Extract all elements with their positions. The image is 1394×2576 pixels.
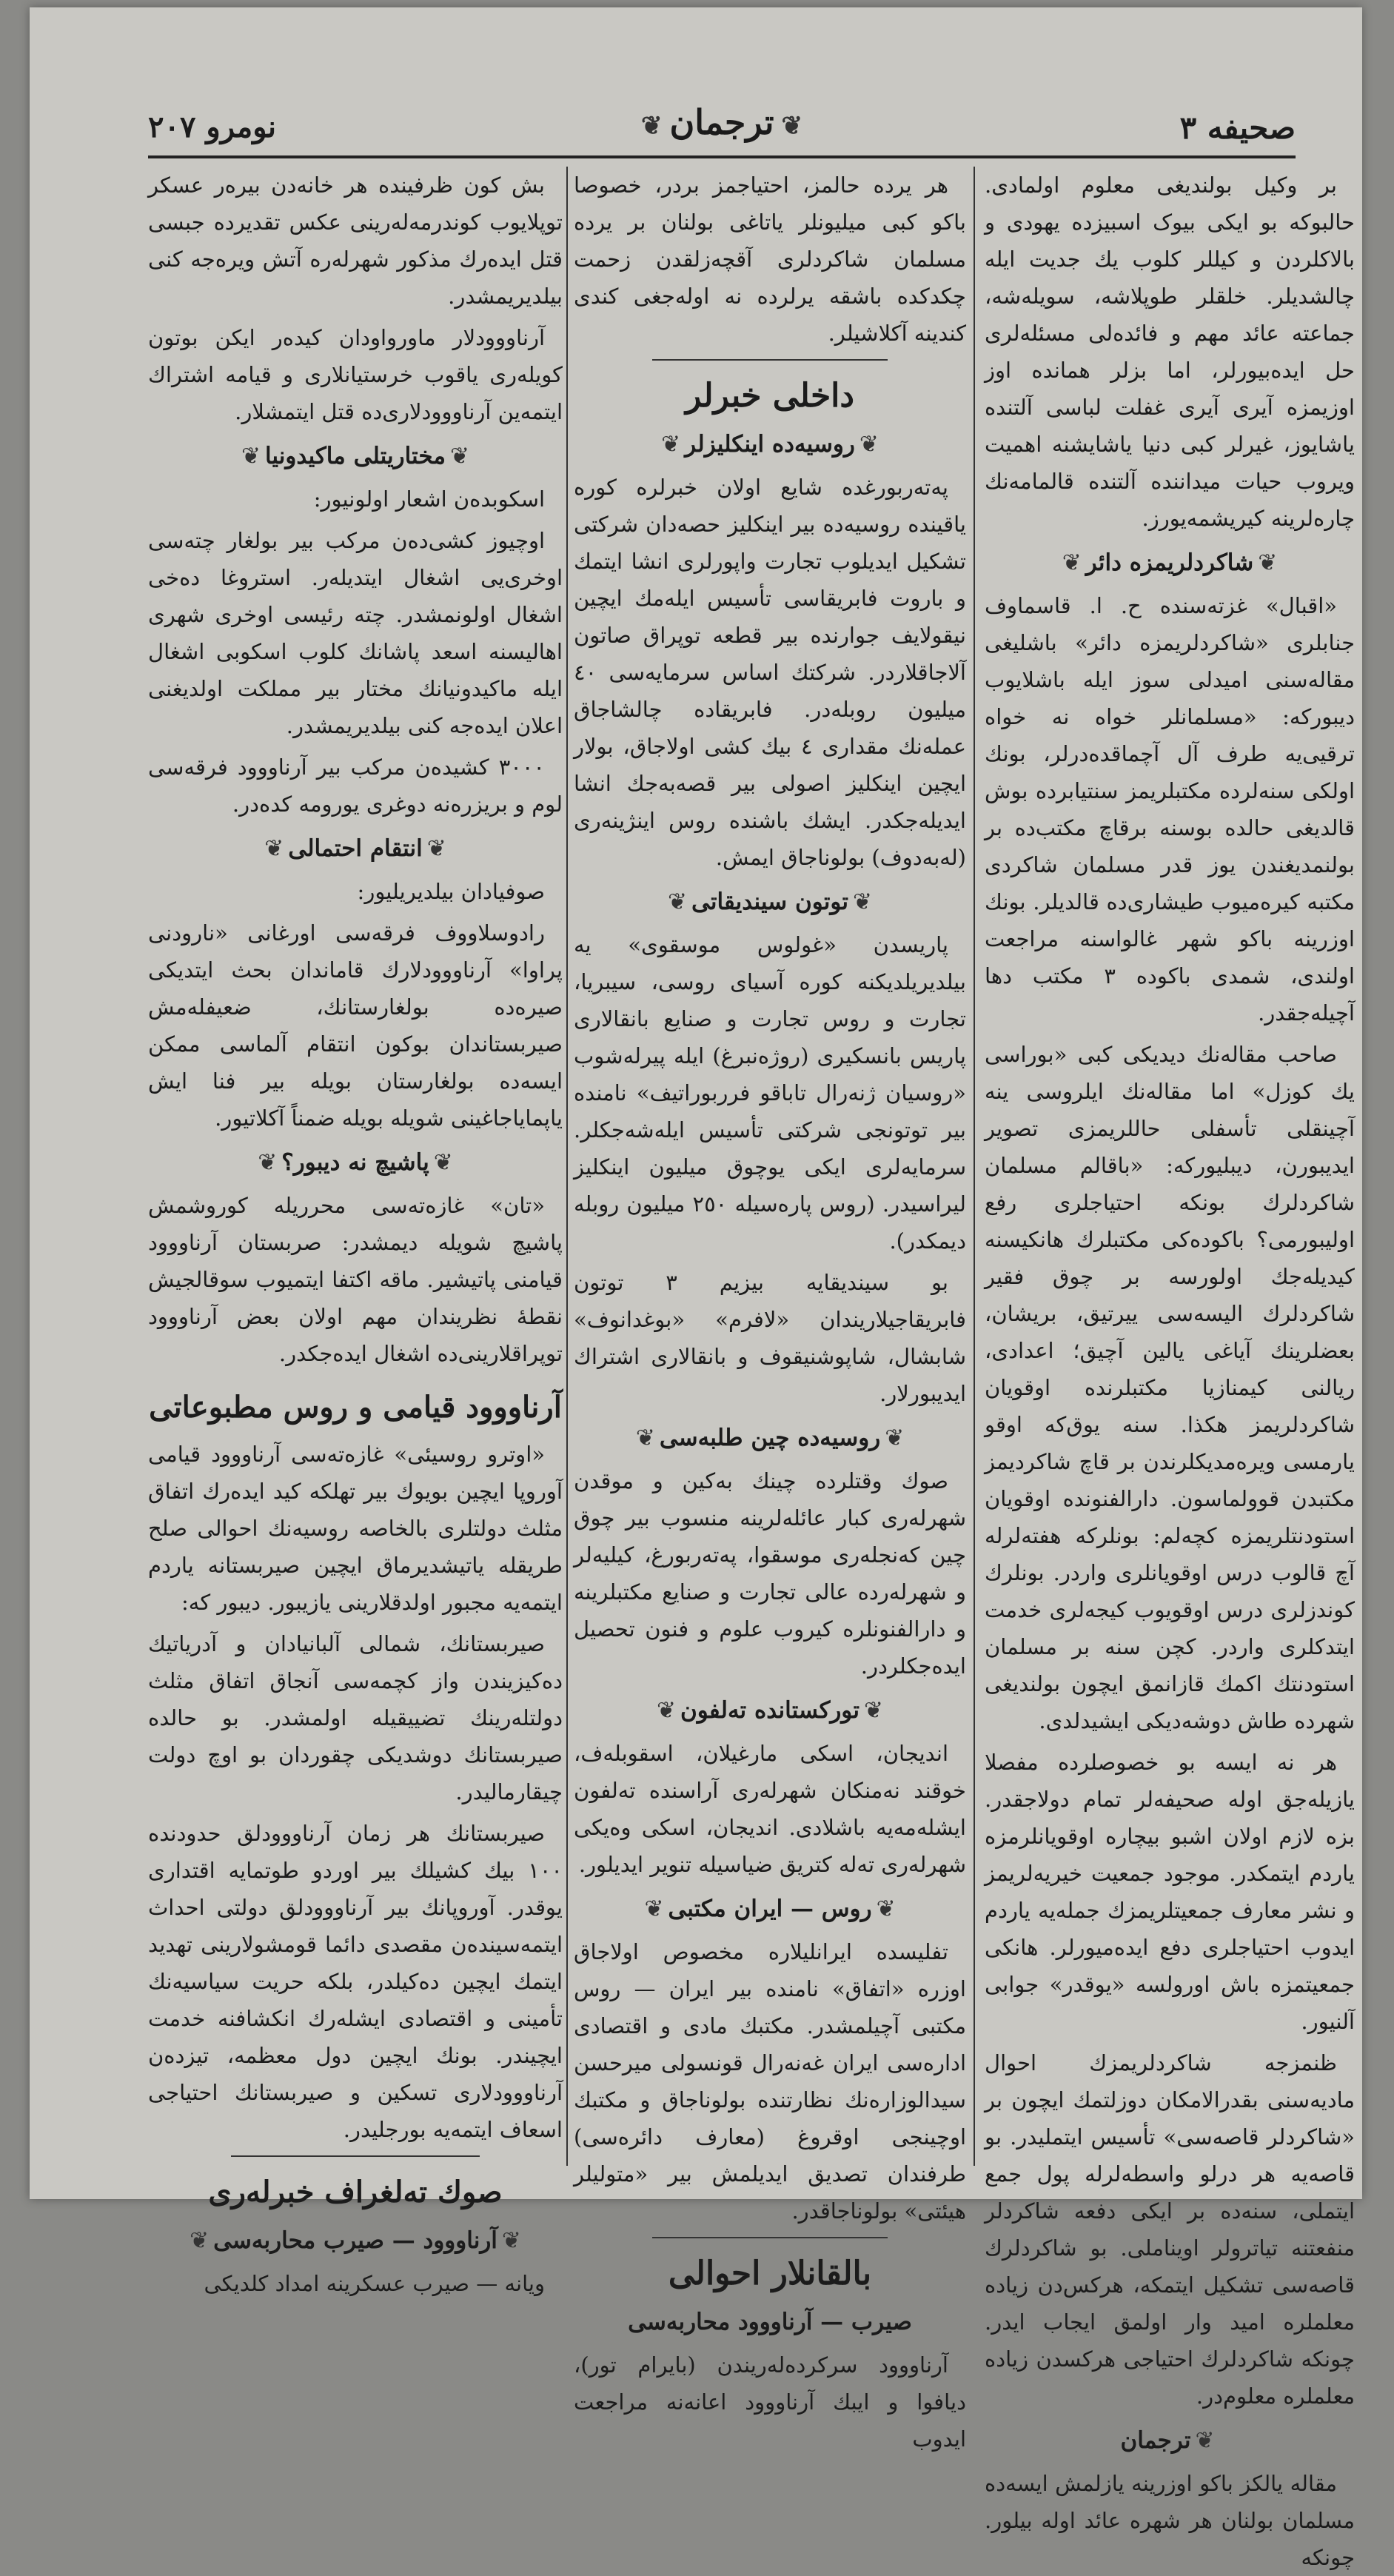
subheading (574, 1419, 966, 1456)
subheading-text: روس — ایران مکتبی (668, 1896, 872, 1922)
newspaper-title (634, 102, 810, 142)
article-paragraph: اسکوبدەن اشعار اولونیور: (313, 486, 545, 512)
article-paragraph: بو سیندیقایه بیزیم ٣ توتون فابریقاجیلاریندان «لافرم» «بوغدانوف» شابشال، شاپوشنیقوف و بانقالاری اشتراك ایدیبورلار. (574, 1270, 966, 1406)
article-paragraph: اندیجان، اسکی مارغیلان، اسقوبلەف، خوقند نەمنکان شهرلەری آراسنده تەلفون ایشلەمەیه باشلادی. اندیجان، اسکی وەیکی شهرلەری تەله کتریق ضیاسیله تنویر ایدیلور. (574, 1741, 966, 1877)
ornament-icon: ❦ (1195, 2427, 1215, 2454)
ornament-icon: ❦ (426, 835, 446, 862)
article-paragraph: پاریسدن «غولوس موسقوی» یه بیلدیریلدیکنه کوره آسیای روسی، سیبریا، تجارت و روس تجارت و صنایع بانقالاری پاریس بانسکیری (روژەنبرغ) ایله پیرلەشوب «روسیان ژنەرال تاباقو فرربوراتیف» نامنده بیر توتونجی شرکتی تأسیس ایلەشەجکلر. سرمایەلری ایکی یوچوق میلیون اینکلیز لیراسیدر. (روس پاره‌سیله ٢٥٠ میلیون روبله دیمکدر). (574, 932, 966, 1254)
subheading (574, 426, 966, 463)
article-paragraph: صیربستانك، شمالی آلبانیادان و آدریاتیك دەکیزیندن واز کچمەسی آنجاق اتفاق مثلث دولتلەرینك تضییقیله اولمشدر. بو حالده صیربستانك دوشدیکی چقوردان بو اوچ دولت چیقارمالیدر. (148, 1631, 563, 1804)
ornament-icon: ❦ (644, 1896, 664, 1922)
subheading-text: تورکستانده تەلفون (680, 1697, 859, 1724)
ornament-icon: ❦ (433, 1149, 453, 1176)
article-paragraph: صوك وقتلرده چینك بەکین و موقدن شهرلەری کبار عائلەلرینه منسوب بیر چوق چین کەنجلەری موسقوا، پەتەربورغ، کیلیەلر و شهرلەرده عالی تجارت و صنایع مکتبلرینه و دارالفنونلره کیروب علوم و فنون تحصیل ایدەجکلردر. (574, 1468, 966, 1679)
article-paragraph: بر وکیل بولندیغی معلوم اولمادی. حالبوکه بو ایکی بیوک اسبیزده یهودی و بالاکلردن و کیللر کلوب یك جدیت ایله چالشدیلر. خلقلر طوپلاشه، سویلەشه، جماعته عائد مهم و فائدەلی مسئلەلری حل ایدەبیورلر، اما بزلر همانده اوز اوزیمزه آیری آیری غفلت لباسی آلتنده یاشایوز، غیرلر کبی دنیا یاشایشنه اهمیت ویروب حیات میداننده آلتنده قالمامەنك چاره‌لرینه کیریشمەیورز. (985, 173, 1355, 531)
article-paragraph: بش کون ظرفینده هر خانەدن بیرەر عسکر توپلایوب کوندرمەلەرینی عکس تقدیرده جبسی قتل ایدەرك مذکور شهرلەره آتش ویرەجه کنی بیلدیریمشدر. (148, 173, 563, 309)
subheading (574, 1692, 966, 1729)
ornament-icon: ❦ (781, 111, 803, 141)
subheading (148, 2222, 563, 2259)
newspaper-page (30, 7, 1362, 2570)
header-rule (148, 155, 1296, 158)
ornament-icon: ❦ (640, 111, 663, 141)
issue-number: نومرو ٢٠٧ (148, 110, 276, 144)
section-rule (231, 2155, 480, 2157)
column-divider (566, 167, 568, 2166)
ornament-icon: ❦ (657, 1697, 677, 1724)
subheading-text: انتقام احتمالی (288, 835, 423, 862)
ornament-icon: ❦ (258, 1149, 278, 1176)
column-left (148, 167, 563, 2296)
ornament-icon: ❦ (859, 431, 879, 458)
ornament-icon: ❦ (501, 2227, 521, 2254)
ornament-icon: ❦ (853, 889, 872, 915)
article-paragraph: «اوترو روسیئی» غازەتەسی آرناووود قیامی آوروپا ایچین بویوك بیر تهلکه کید ایدەرك اتفاق مثلث دولتلری بالخاصه روسیەنك احوالی صلح طریقله یاتیشدیرماق ایچین صیربستانه یاردم ایتمەیه مجبور اولدقلارینی یازیبور. دیبور که: (148, 1442, 563, 1615)
ornament-icon: ❦ (1258, 549, 1278, 576)
ornament-icon: ❦ (876, 1896, 896, 1922)
section-rule (652, 359, 888, 361)
column-middle (574, 167, 966, 2452)
ornament-icon: ❦ (190, 2227, 210, 2254)
page-number: صحیفه ٣ (1179, 110, 1296, 146)
subheading (985, 544, 1355, 581)
subheading (148, 438, 563, 475)
subheading-text: شاکردلریمزه دائر (1085, 549, 1254, 576)
section-heading: آرناووود قیامی و روس مطبوعاتی (149, 1390, 562, 1425)
article-paragraph: آرناووودلار ماورواودان کیدەر ایکن بوتون کویلەری یاقوب خرستیانلاری و قیامه اشتراك ایتمەین آرناووودلاری‌ده قتل ایتمشلار. (148, 325, 563, 424)
section-rule (652, 2237, 888, 2238)
article-paragraph: پەتەربورغده شایع اولان خبرلره کوره یاقینده روسیەده بیر اینکلیز حصەدان شرکتی تشکیل ایدیلوب تجارت واپورلری انشا ایتمك و باروت فابریقاسی تأسیس ایلەمك ایچین نیقولایف جوارنده بیر قطعه توپراق صاتون آلاجاقلاردر. شرکتك اساس سرمایەسی ٤٠ میلیون روبله‌در. فابریقاده چالشاجاق عملەنك مقداری ٤ بیك کشی اولاجاق، بولار ایچین اینکلیز اصولی بیر قصەبەجك انشا ایدیلەجکدر. ایشك باشنده روس اینژینەری (لەبەدوف) بولوناجاق ایمش. (574, 475, 966, 870)
article-paragraph: هر یرده حالمز، احتیاجمز بردر، خصوصا باکو کبی میلیونلر یاتاغی بولنان بر یرده مسلمان شاکردلری آقچەزلقدن زحمت چکدکده باشقه یرلرده نه اولەجغی کندی کندینه آکلاشیلر. (574, 173, 966, 346)
subheading (148, 830, 563, 867)
ornament-icon: ❦ (1062, 549, 1082, 576)
article-paragraph: صاحب مقالەنك دیدیکی کبی «بوراسی یك کوزل» اما مقالەنك ایلروسی ینه آچینقلی تأسفلی حاللریمزی تصویر ایدیبورن، دیبلیورکه: «باقالم مسلمان شاکردلرك بونکه احتیاجلری رفع اولیبورمی؟ باکوده‌کی مکتبلرك هانکیسنه کیدیله‌جك اولورسه بر چوق فقیر شاکردلرك الیسەسی ییرتیق، بریشان، بعضلرینك آیاغی یالین آچیق؛ اعدادی، ریالنی کیمنازیا مکتبلرنده اوقویان شاکردلریمز هکذا. سنه یوق‌که اوقو یارمسی ویرەمدیکلرندن بر قاچ شاکردیمز مکتبدن قوولماسون. دارالفنونده اوقویان استودنتلریمزه کچەلم: بونلرکه هفتەلرله آچ قالوب درس اوقویانلری واردر. بونلرك کوندزلری درس اوقویوب کیجەلری خدمت ایتدکلری واردر. کچن سنه بر مسلمان استودنتك اکمك قازانمق ایچون بولندیغی شهرده طاش دوشه‌دیکی ایشیدلدی. (985, 1042, 1355, 1733)
subheading (574, 883, 966, 920)
column-right (985, 167, 1355, 2570)
ornament-icon: ❦ (635, 1425, 655, 1451)
masthead (148, 96, 1296, 155)
subheading (148, 1144, 563, 1181)
ornament-icon: ❦ (450, 443, 470, 469)
subheading-text: روسیەده چین طلبەسی (659, 1425, 881, 1451)
article-paragraph: اوچیوز کشی‌دەن مرکب بیر بولغار چتەسی اوخری‌یی اشغال ایتدیلەر. استروغا دەخی اشغال اولونمشدر. چتە رئیسی اوخری شهری اهالیسنه اسعد پاشانك کلوب اسکوبی اشغال ایله ماکیدونیانك مختار بیر مملکت اولدیغنی اعلان ایدەجه کنی بیلدیریمشدر. (148, 528, 563, 738)
ornament-icon: ❦ (863, 1697, 883, 1724)
ornament-icon: ❦ (241, 443, 261, 469)
section-heading: صوك تەلغراف خبرلەری (208, 2175, 503, 2209)
article-paragraph: صوفیادان بیلدیریلیور: (357, 879, 545, 904)
ornament-icon: ❦ (264, 835, 284, 862)
newspaper-title-text: ترجمان (669, 102, 774, 142)
section-heading: داخلی خبرلر (685, 377, 854, 415)
article-paragraph: مقاله یالکز باکو اوزرینه یازلمش ایسه‌ده مسلمان بولنان هر شهره عائد اوله بیلور. چونکه (985, 2471, 1355, 2570)
article-paragraph: «تان» غازەتەسی محرریله کوروشمش پاشیچ شویله دیمشدر: صربستان آرناووود قیامنی پاتیشیر. ماقه اکتفا ایتمیوب سوقالجیش نقطهٔ نظریندان مهم اولان بعض آرناووود توپراقلارینی‌ده اشغال ایدەجکدر. (148, 1193, 563, 1366)
subheading-text: روسیەده اینکلیزلر (685, 431, 855, 458)
article-paragraph: «اقبال» غزته‌سنده ح. ا. قاسماوف جنابلری «شاکردلریمزه دائر» باشلیغی مقالەسنی امیدلی سوز ایله باشلایوب دیبورکه: «مسلمانلر خواه نه خواه ترقیی‌یه طرف آل آچماقده‌درلر، بونك اولکی سنەلرده مکتبلریمز سنتیابرده بوش قالدیغی حالده بوسنه برقاچ مکتب‌ده بر بولنمدیغندن یوز قدر مسلمان شاکردی مکتبه کیرەمیوب طیشاری‌ده قالدیلر. بونك اوزرینه باکو شهر غالواسنه مراجعت اولندی، شمدی باکوده ٣ مکتب دها آچیله‌جقدر. (985, 593, 1355, 1026)
subheading (574, 1890, 966, 1927)
ornament-icon: ❦ (661, 431, 681, 458)
article-paragraph: ٣٠٠٠ کشیدەن مرکب بیر آرناووود فرقەسی لوم و بریزرەنه دوغری یورومه کدەدر. (148, 755, 563, 817)
column-divider (974, 167, 975, 2166)
subheading-text: توتون سیندیقاتی (691, 889, 849, 915)
article-paragraph: ظنمزجه شاکردلریمزك احوال مادیەسنی بقدرالامکان دوزلتمك ایچون بر «شاکردلر قاصەسی» تأسیس ایتملیدر. بو قاصەیه هر درلو واسطەلرله پول جمع ایتملی، سنەده بر ایکی دفعه شاکردلر منفعتنه تیاترولر اویناملی. بو شاکردلرك قاصەسی تشکیل ایتمکه، هرکس‌دن زیاده معلملره امید وار اولمق ایجاب ایدر. چونکه شاکردلرك احتیاجی هرکسدن زیاده معلملره معلوم‌در. (985, 2050, 1355, 2409)
article-paragraph: ویانه — صیرب عسکرینه امداد کلدیکی (204, 2271, 545, 2296)
subheading-text: آرناووود — صیرب محاربەسی (213, 2227, 497, 2254)
subheading-text: پاشیچ نه دیبور؟ (281, 1149, 429, 1176)
article-paragraph: آرناووود سرکردەلەریندن (بایرام تور)، دیافوا و ایبك آرناووود اعانەنه مراجعت ایدوب (574, 2352, 966, 2452)
ornament-icon: ❦ (885, 1425, 905, 1451)
subheading-text: مختاریتلی ماکیدونیا (264, 443, 446, 469)
article-paragraph: تفلیسده ایرانلیلاره مخصوص اولاجاق اوزره «اتفاق» نامنده بیر ایران — روس مکتبی آچیلمشدر. مکتبك مادی و اقتصادی ادارەسی ایران غەنەرال قونسولی میرحسن سیدالوزارەنك نظارتنده بولوناجاق و مکتبك اوچینجی اوقروغ (معارف دائرەسی) طرفندان تصدیق ایدیلمش بیر «متولیلر هیئتی» بولوناجاقدر. (574, 1939, 966, 2224)
article-paragraph: صیربستانك هر زمان آرناووودلق حدودنده ١٠٠ بیك کشیلك بیر اوردو طوتمایه اقتداری یوقدر. آوروپانك بیر آرناووودلق دولتی احداث ایتمەسیندەن مقصدی دائما قومشولارینی تهدید ایتمك ایچین دەکیلدر، بلکه حریت سیاسیەنك تأمینی و اقتصادی ایشلەرك انکشافنه خدمت ایچیندر. بونك ایچین دول معظمه، تیزدەن آرناووودلاری تسکین و صیربستانك احتیاجی اسعاف ایتمەیه بورجلیدر. (148, 1821, 563, 2142)
article-paragraph: رادوسلاووف فرقەسی اورغانی «نارودنی پراوا» آرناووودلارك قاماندان بحث ایتدیکی صیرەده بولغارستانك، ضعیفلەمش صیربستاندان بوکون انتقام آلماسی ممکن ایسەده بولغارستان بویله بیر فنا ایش یاپمایاجاغینی شویله بویله ضمناً آکلاتیور. (148, 920, 563, 1131)
section-heading: بالقانلار احوالی (668, 2255, 872, 2292)
subheading (985, 2422, 1355, 2459)
subheading-text: ترجمان (1120, 2427, 1191, 2454)
subheading: صیرب — آرناووود محاربەسی (628, 2309, 912, 2335)
article-paragraph: هر نه ایسه بو خصوصلرده مفصلا یازیله‌جق اوله صحیفەلر تمام دولاجقدر. بزه لازم اولان اشبو بیچاره اوقویانلرمزه یاردم ایتمکدر. موجود جمعیت خیریەلریمز و نشر معارف جمعیتلریمزك جملەیه یاردم ایدوب احتیاجلری دفع ایدەمیورلر. هانکی جمعیتمزه باش اورولسه «یوقدر» جوابی آلنیور. (985, 1750, 1355, 2034)
ornament-icon: ❦ (668, 889, 687, 915)
